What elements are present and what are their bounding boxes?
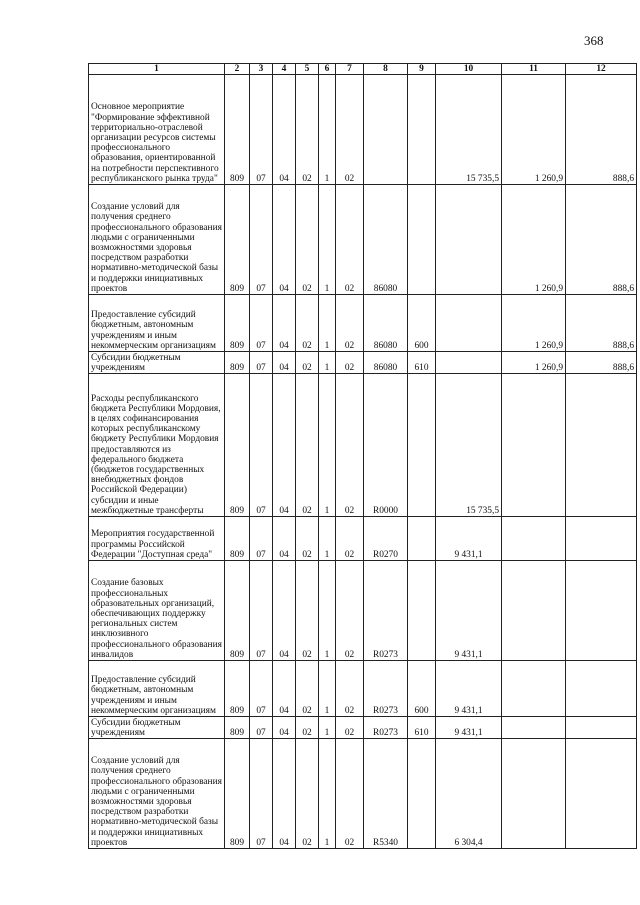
cell-section: 07 <box>250 561 273 661</box>
cell-section: 07 <box>250 739 273 849</box>
cell-direction: R0270 <box>364 517 408 561</box>
cell-amount-other <box>566 374 637 517</box>
cell-expense-type <box>408 739 436 849</box>
column-header: 2 <box>225 64 250 75</box>
cell-subsection: 04 <box>273 717 296 739</box>
table-row <box>89 717 637 739</box>
cell-expense-type: 600 <box>408 295 436 352</box>
cell-amount-federal <box>436 185 502 295</box>
cell-subprogram: 1 <box>319 75 336 185</box>
column-header: 7 <box>336 64 364 75</box>
cell-amount-republic <box>502 739 566 849</box>
cell-subprogram: 1 <box>319 185 336 295</box>
row-name: Создание условий для получения среднего профессионального образования людьми с ограниченными возможностями здоровья посредством разработки нормативно-методической базы и поддержки инициативных проектов <box>89 185 225 295</box>
column-header: 5 <box>296 64 319 75</box>
cell-amount-other <box>566 717 637 739</box>
cell-direction: 86080 <box>364 295 408 352</box>
cell-expense-type <box>408 75 436 185</box>
row-name: Субсидии бюджетным учреждениям <box>89 352 225 374</box>
table-row <box>89 517 637 561</box>
cell-amount-republic <box>502 661 566 717</box>
cell-expense-type <box>408 374 436 517</box>
cell-ministry: 809 <box>225 517 250 561</box>
table-row <box>89 185 637 295</box>
cell-activity: 02 <box>336 739 364 849</box>
row-name: Субсидии бюджетным учреждениям <box>89 717 225 739</box>
row-name: Создание условий для получения среднего профессионального образования людьми с ограниченными возможностями здоровья посредством разработки нормативно-методической базы и поддержки инициативных проектов <box>89 739 225 849</box>
cell-program: 02 <box>296 517 319 561</box>
cell-program: 02 <box>296 661 319 717</box>
cell-subprogram: 1 <box>319 295 336 352</box>
cell-amount-other <box>566 661 637 717</box>
cell-program: 02 <box>296 374 319 517</box>
cell-amount-other <box>566 739 637 849</box>
budget-table <box>88 63 637 849</box>
cell-direction: R0273 <box>364 561 408 661</box>
column-header: 4 <box>273 64 296 75</box>
cell-ministry: 809 <box>225 185 250 295</box>
cell-amount-republic: 1 260,9 <box>502 352 566 374</box>
cell-program: 02 <box>296 295 319 352</box>
table-row <box>89 661 637 717</box>
cell-amount-other: 888,6 <box>566 75 637 185</box>
cell-subsection: 04 <box>273 661 296 717</box>
cell-expense-type <box>408 517 436 561</box>
cell-program: 02 <box>296 185 319 295</box>
cell-amount-republic <box>502 517 566 561</box>
cell-section: 07 <box>250 717 273 739</box>
cell-amount-federal: 9 431,1 <box>436 517 502 561</box>
column-header: 6 <box>319 64 336 75</box>
cell-amount-federal: 6 304,4 <box>436 739 502 849</box>
cell-subsection: 04 <box>273 352 296 374</box>
row-name: Основное мероприятие "Формирование эффективной территориально-отраслевой организации ресурсов системы профессионального образования, ориентированной на потребности перспективного республиканского рынка труда" <box>89 75 225 185</box>
table-header-row <box>89 64 637 75</box>
cell-amount-other <box>566 561 637 661</box>
cell-ministry: 809 <box>225 352 250 374</box>
cell-ministry: 809 <box>225 295 250 352</box>
cell-amount-federal: 9 431,1 <box>436 717 502 739</box>
cell-amount-republic <box>502 374 566 517</box>
cell-subprogram: 1 <box>319 374 336 517</box>
cell-subsection: 04 <box>273 739 296 849</box>
cell-section: 07 <box>250 75 273 185</box>
page-number: 368 <box>584 33 604 48</box>
cell-program: 02 <box>296 561 319 661</box>
table-row <box>89 75 637 185</box>
cell-program: 02 <box>296 75 319 185</box>
table-row <box>89 352 637 374</box>
cell-activity: 02 <box>336 517 364 561</box>
cell-section: 07 <box>250 185 273 295</box>
cell-amount-federal: 15 735,5 <box>436 374 502 517</box>
column-header: 11 <box>502 64 566 75</box>
cell-expense-type: 610 <box>408 352 436 374</box>
cell-program: 02 <box>296 717 319 739</box>
cell-ministry: 809 <box>225 661 250 717</box>
cell-direction: 86080 <box>364 185 408 295</box>
cell-amount-federal: 9 431,1 <box>436 661 502 717</box>
cell-subprogram: 1 <box>319 561 336 661</box>
cell-program: 02 <box>296 352 319 374</box>
cell-section: 07 <box>250 661 273 717</box>
cell-activity: 02 <box>336 561 364 661</box>
cell-amount-republic <box>502 561 566 661</box>
cell-amount-republic: 1 260,9 <box>502 75 566 185</box>
cell-amount-other: 888,6 <box>566 185 637 295</box>
cell-section: 07 <box>250 295 273 352</box>
column-header: 9 <box>408 64 436 75</box>
cell-ministry: 809 <box>225 75 250 185</box>
cell-subsection: 04 <box>273 517 296 561</box>
cell-expense-type <box>408 185 436 295</box>
row-name: Предоставление субсидий бюджетным, автономным учреждениям и иным некоммерческим организациям <box>89 295 225 352</box>
row-name: Расходы республиканского бюджета Республики Мордовия, в целях софинансирования которых республиканскому бюджету Республики Мордовия предоставляются из федерального бюджета (бюджетов государственных внебюджетных фондов Российской Федерации) субсидии и иные межбюджетные трансферты <box>89 374 225 517</box>
cell-subsection: 04 <box>273 185 296 295</box>
cell-amount-federal: 15 735,5 <box>436 75 502 185</box>
cell-activity: 02 <box>336 185 364 295</box>
cell-amount-republic <box>502 717 566 739</box>
row-name: Мероприятия государственной программы Российской Федерации "Доступная среда" <box>89 517 225 561</box>
cell-amount-other: 888,6 <box>566 352 637 374</box>
row-name: Создание базовых профессиональных образовательных организаций, обеспечивающих поддержку региональных систем инклюзивного профессионального образования инвалидов <box>89 561 225 661</box>
cell-ministry: 809 <box>225 739 250 849</box>
cell-expense-type: 600 <box>408 661 436 717</box>
cell-activity: 02 <box>336 717 364 739</box>
cell-subprogram: 1 <box>319 352 336 374</box>
cell-activity: 02 <box>336 374 364 517</box>
cell-ministry: 809 <box>225 374 250 517</box>
cell-subprogram: 1 <box>319 517 336 561</box>
cell-subprogram: 1 <box>319 717 336 739</box>
column-header: 3 <box>250 64 273 75</box>
cell-subprogram: 1 <box>319 739 336 849</box>
cell-section: 07 <box>250 374 273 517</box>
table-row <box>89 374 637 517</box>
cell-direction <box>364 75 408 185</box>
column-header: 12 <box>566 64 637 75</box>
cell-amount-federal <box>436 295 502 352</box>
cell-section: 07 <box>250 517 273 561</box>
cell-activity: 02 <box>336 295 364 352</box>
table-row <box>89 561 637 661</box>
row-name: Предоставление субсидий бюджетным, автономным учреждениям и иным некоммерческим организациям <box>89 661 225 717</box>
cell-direction: R5340 <box>364 739 408 849</box>
cell-expense-type <box>408 561 436 661</box>
table-row <box>89 295 637 352</box>
cell-subprogram: 1 <box>319 661 336 717</box>
cell-activity: 02 <box>336 661 364 717</box>
cell-amount-other <box>566 517 637 561</box>
cell-subsection: 04 <box>273 374 296 517</box>
cell-subsection: 04 <box>273 295 296 352</box>
cell-amount-federal <box>436 352 502 374</box>
cell-direction: R0000 <box>364 374 408 517</box>
cell-direction: 86080 <box>364 352 408 374</box>
cell-amount-republic: 1 260,9 <box>502 295 566 352</box>
column-header: 10 <box>436 64 502 75</box>
cell-activity: 02 <box>336 352 364 374</box>
cell-expense-type: 610 <box>408 717 436 739</box>
cell-amount-federal: 9 431,1 <box>436 561 502 661</box>
cell-activity: 02 <box>336 75 364 185</box>
cell-section: 07 <box>250 352 273 374</box>
cell-direction: R0273 <box>364 717 408 739</box>
column-header: 8 <box>364 64 408 75</box>
cell-ministry: 809 <box>225 561 250 661</box>
cell-subsection: 04 <box>273 561 296 661</box>
column-header: 1 <box>89 64 225 75</box>
cell-program: 02 <box>296 739 319 849</box>
cell-direction: R0273 <box>364 661 408 717</box>
cell-subsection: 04 <box>273 75 296 185</box>
cell-ministry: 809 <box>225 717 250 739</box>
table-row <box>89 739 637 849</box>
cell-amount-republic: 1 260,9 <box>502 185 566 295</box>
cell-amount-other: 888,6 <box>566 295 637 352</box>
